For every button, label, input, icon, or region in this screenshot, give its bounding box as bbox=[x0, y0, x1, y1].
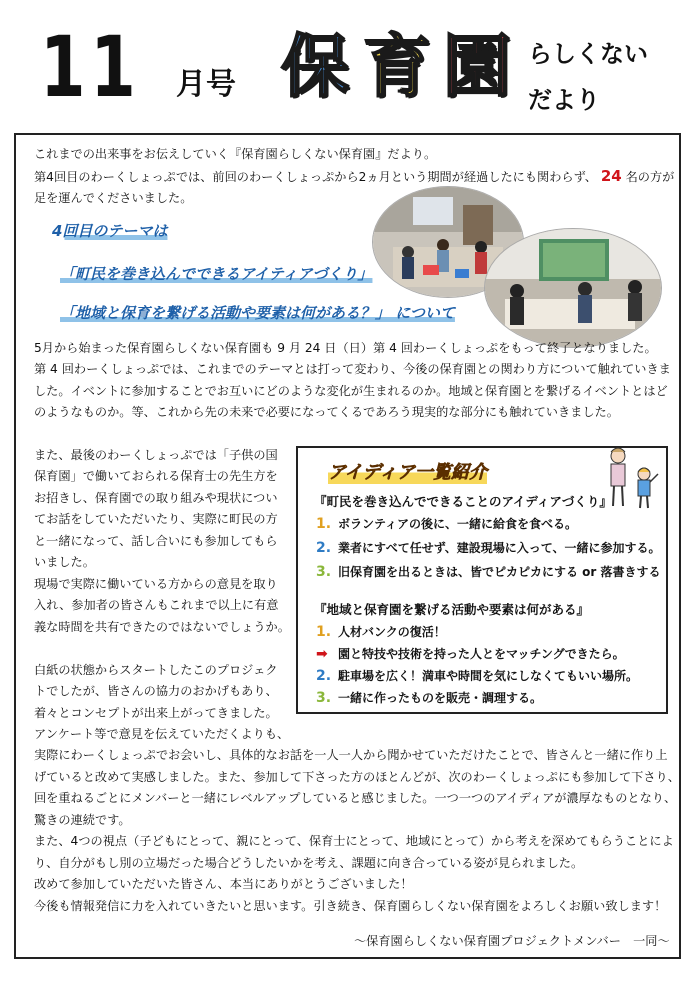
body4-line2: げていると改めて実感しました。また、参加して下さった方のほとんどが、次のわーくしょっぷにも参加して下さり、 bbox=[34, 770, 680, 784]
idea-text: ボランティアの後に、一緒に給食を食べる。 bbox=[338, 517, 578, 531]
title-kanji-en: 園 bbox=[442, 28, 511, 107]
title-kanji-ho: 保 bbox=[280, 28, 349, 107]
idea-group1-item3 bbox=[316, 562, 661, 582]
body2-line2: 保育園」で働いておられる保育士の先生方を bbox=[34, 469, 278, 483]
idea-text: 旧保育園を出るときは、皆でピカピカにする or 落書きする bbox=[338, 565, 661, 579]
idea-group2-item1 bbox=[316, 622, 446, 642]
subtitle-line2: だより bbox=[528, 86, 600, 114]
intro-line2-text: 第4回目のわーくしょっぷでは、前回のわーくしょっぷから2ヵ月という期間が経過したにも関わらず、 bbox=[34, 170, 597, 184]
idea-number: 3. bbox=[316, 564, 332, 580]
attendee-count: 24 bbox=[600, 167, 622, 185]
body2-line7: 現場で実際に働いている方からの意見を取り bbox=[34, 577, 278, 591]
idea-text: 業者にすべて任せず、建設現場に入って、一緒に参加する。 bbox=[338, 541, 661, 555]
idea-group1-heading: 『町民を巻き込んでできることのアイディアづくり』 bbox=[314, 494, 612, 509]
idea-group2-item4 bbox=[316, 688, 542, 708]
idea-text: 人材バンクの復活！ bbox=[338, 625, 446, 639]
body3-line4: アンケート等で意見を伝えていただくよりも、 bbox=[34, 727, 290, 741]
intro-line2-end: 名の方が bbox=[625, 170, 675, 184]
idea-group2-item3 bbox=[316, 666, 638, 686]
body2-line8: 入れ、参加者の皆さんもこれまで以上に有意 bbox=[34, 598, 279, 612]
idea-group2-item2 bbox=[316, 644, 625, 664]
idea-number: 3. bbox=[316, 690, 332, 706]
body1-line2: 第 4 回わーくしょっぷでは、これまでのテーマとは打って変わり、今後の保育園との関わり方について触れていきま bbox=[34, 362, 671, 376]
signature: ～保育園らしくない保育園プロジェクトメンバー 一同～ bbox=[354, 934, 670, 948]
title-kanji-iku: 育 bbox=[362, 28, 431, 107]
body1-line3: した。イベントに参加することでお互いにどのような変化が生まれるのか。地域と保育園とを繋げるイベントとはど bbox=[34, 384, 668, 398]
idea-number: 2. bbox=[316, 668, 332, 684]
idea-group2-heading: 『地域と保育園を繋げる活動や要素は何がある』 bbox=[314, 602, 590, 617]
intro-line3: 足を運んでくださいました。 bbox=[34, 191, 193, 205]
body2-line6: いました。 bbox=[34, 555, 95, 569]
theme-1: 「町民を巻き込んでできるアイティアづくり」 bbox=[60, 265, 373, 283]
idea-group1-item2 bbox=[316, 538, 661, 558]
body1-line4: のようなものか。等、これから先の未来で必要になってくるであろう現実的な部分にも触れていきました。 bbox=[34, 405, 619, 419]
idea-text: 園と特技や技術を持った人とをマッチングできたら。 bbox=[338, 647, 625, 661]
body4-line4: 驚きの連続です。 bbox=[34, 813, 131, 827]
body4-line6: り、自分がもし別の立場だった場合どうしたいかを考え、課題に向き合っている姿が見られました。 bbox=[34, 856, 584, 870]
body2-line4: てお話をしていただいたり、実際に町民の方 bbox=[34, 512, 278, 526]
intro-line2 bbox=[34, 166, 674, 189]
body3-line3: 着々とコンセプトが出来上がってきました。 bbox=[34, 706, 278, 720]
body2-line1: また、最後のわーくしょっぷでは「子供の国 bbox=[34, 448, 278, 462]
idea-text: 一緒に作ったものを販売・調理する。 bbox=[338, 691, 543, 705]
theme-2: 「地域と保育を繋げる活動や要素は何がある？」 について bbox=[60, 304, 455, 322]
body3-line1: 白紙の状態からスタートしたこのプロジェク bbox=[34, 663, 278, 677]
body4-line1: 実際にわーくしょっぷでお会いし、具体的なお話を一人一人から聞かせていただけたことで、皆さんと一緒に作り上 bbox=[34, 748, 668, 762]
theme-heading: 4回目のテーマは bbox=[52, 222, 168, 240]
body4-line8: 今後も情報発信に力を入れていきたいと思います。引き続き、保育園らしくない保育園をよろしくお願い致します！ bbox=[34, 899, 667, 913]
body2-line5: と一緒になって、話し合いにも参加してもら bbox=[34, 534, 278, 548]
body4-line3: 回を重ねるごとにメンバーと一緒にレベルアップしていると感じました。一つ一つのアイディアが濃厚なものとなり、 bbox=[34, 791, 677, 805]
idea-number: 1. bbox=[316, 624, 332, 640]
body1-line1: 5月から始まった保育園らしくない保育園も 9 月 24 日（日）第 4 回わーくしょっぷをもって終了となりました。 bbox=[34, 341, 657, 355]
intro-line1: これまでの出来事をお伝えしていく『保育園らしくない保育園』だより。 bbox=[34, 147, 437, 161]
body4-line5: また、4つの視点（子どもにとって、親にとって、保育士にとって、地域にとって）から考えを深めてもらうことによ bbox=[34, 834, 674, 848]
body4-line7: 改めて参加していただいた皆さん、本当にありがとうございました！ bbox=[34, 877, 413, 891]
idea-group1-item1 bbox=[316, 514, 577, 534]
idea-number: 1. bbox=[316, 516, 332, 532]
issue-suffix: 月号 bbox=[176, 67, 236, 102]
body2-line9: 義な時間を共有できたのではないでしょうか。 bbox=[34, 620, 290, 634]
body2-line3: お招きし、保育園での取り組みや現状につい bbox=[34, 491, 278, 505]
workshop-photo-2 bbox=[484, 228, 662, 348]
idea-number: 2. bbox=[316, 540, 332, 556]
body3-line2: トでしたが、皆さんの協力のおかげもあり、 bbox=[34, 684, 278, 698]
idea-list-title: アイディア一覧紹介 bbox=[328, 458, 487, 484]
arrow-right-icon: ➡ bbox=[316, 646, 328, 662]
idea-text: 駐車場を広く！満車や時間を気にしなくてもいい場所。 bbox=[338, 669, 639, 683]
subtitle-line1: らしくない bbox=[528, 40, 648, 68]
issue-number: 11 bbox=[40, 18, 141, 116]
